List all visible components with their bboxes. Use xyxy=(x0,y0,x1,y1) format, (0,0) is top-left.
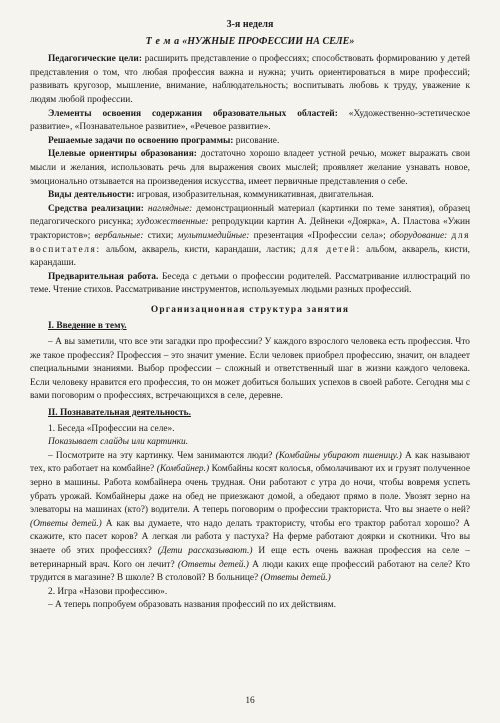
topic-line xyxy=(30,35,470,49)
means-verbal-text: стихи; xyxy=(143,230,174,241)
means-verbal-label: вербальные: xyxy=(94,230,144,241)
dialog-text: Комбайны косят колосья, обмолачивают их и грузят полученное зерно в машины. Работа комбайнера очень трудная. Они работают с утра до ночи, чтобы вовремя успеть убрать урожай. Комбайнеры даже на обед не приезжают домой, а обедают прямо в поле. Увозят зерно на элеваторы на машинах (кто?) водители. А теперь поговорим о профессии тракториста. Что вы знаете о ней? xyxy=(30,464,470,516)
means-visual-text: демонстрационный материал (картинки по теме занятия), образец педагогического рисунка; xyxy=(30,203,471,228)
targets-text: достаточно хорошо владеет устной речью, может выражать свои мысли и желания, использовать речь для выражения своих мыслей; проявляет желание узнавать новое, эмоционально отзывается на произведения искусства, имеет первичные представления о себе. xyxy=(30,149,471,187)
means-children-text: альбом, акварель, кисти, карандаши. xyxy=(30,244,470,269)
topic-title: «НУЖНЫЕ ПРОФЕССИИ НА СЕЛЕ» xyxy=(182,35,355,47)
dialog-text: А как называют тех, кто работает на комбайне? xyxy=(30,450,470,475)
goals-paragraph xyxy=(30,53,470,107)
means-multimedia-text: презентация «Профессии села»; xyxy=(249,230,386,241)
elements-paragraph xyxy=(30,108,470,135)
means-teacher-text: альбом, акварель, кисти, карандаши, ластик; xyxy=(100,244,296,255)
dialog-answer: (Ответы детей.) xyxy=(30,518,102,529)
part1-heading: I. Введение в тему. xyxy=(48,321,127,332)
dialog-answer: (Комбайны убирают пшеницу.) xyxy=(275,450,402,461)
dialog-text: А как вы думаете, что надо делать трактористу, чтобы его трактор работал хорошо? А скажите, кто пасет коров? А легкая ли работа у пастуха? На ферме работают доярки и скотники. Что вы знаете об этих профессиях? xyxy=(30,518,470,556)
means-teacher-label: для воспитателя: xyxy=(30,230,471,255)
part1-text: – А вы заметили, что все эти загадки про профессии? У каждого взрослого человека есть профессия. Что же такое профессия? Профессия – это значит умение. Если человек приобрел профессию, значит, он владеет специальными знаниями. Выбор профессии – сложный и ответственный шаг в жизни каждого человека. Если человеку нравится его профессия, то он может добиться больших успехов в своей работе. Сегодня мы с вами поговорим о профессиях, встречающихся в селе, деревне. xyxy=(30,337,470,402)
structure-heading: Организационная структура занятия xyxy=(150,304,350,315)
topic-label: Т е м а xyxy=(145,35,180,47)
tasks-label: Решаемые задачи по освоению программы: xyxy=(48,135,234,146)
means-visual-label: наглядные: xyxy=(147,203,193,214)
tasks-paragraph xyxy=(30,135,470,149)
prep-label: Предварительная работа. xyxy=(48,271,159,282)
tasks-text: рисование. xyxy=(233,135,280,146)
part2-show-note: Показывает слайды или картинки. xyxy=(48,437,189,448)
dialog-text: А люди каких еще профессий работают на селе? Кто трудится в магазине? В школе? В столовой? В больнице? xyxy=(30,559,470,584)
dialog-answer: (Дети рассказывают.) xyxy=(157,545,253,556)
means-label: Средства реализации: xyxy=(48,203,144,214)
dialog-text: – Посмотрите на эту картинку. Чем занимаются люди? xyxy=(48,450,276,461)
elements-text: «Художественно-эстетическое развитие», «Познавательное развитие», «Речевое развитие». xyxy=(30,108,470,133)
means-equipment-label: оборудование: xyxy=(389,230,448,241)
part2-dialog xyxy=(30,450,470,586)
goals-label: Педагогические цели: xyxy=(48,54,142,65)
goals-text: расширить представление о профессиях; способствовать формированию у детей представления о том, что любая профессия важна и нужна; учить ориентироваться в мире профессий; развивать кругозор, мышление, внимание, наблюдательность; воспитывать любовь к труду, уважение к людям любой профессии. xyxy=(30,54,470,105)
means-art-text: репродукции картин А. Дейнеки «Доярка», А. Пластова «Ужин трактористов»; xyxy=(30,217,471,241)
prep-paragraph xyxy=(30,271,470,298)
part2-item2-text: – А теперь попробуем образовать названия профессий по их действиям. xyxy=(48,600,336,611)
document-page xyxy=(30,18,470,708)
activities-label: Виды деятельности: xyxy=(48,190,135,201)
targets-paragraph xyxy=(30,148,470,189)
means-children-label: для детей: xyxy=(300,244,361,255)
page-number: 16 xyxy=(245,696,255,706)
week-label: 3-я неделя xyxy=(226,19,274,30)
means-multimedia-label: мультимедийные: xyxy=(177,230,250,241)
dialog-answer: (Ответы детей.) xyxy=(260,573,331,584)
dialog-answer: (Ответы детей.) xyxy=(177,559,249,570)
prep-text: Беседа с детьми о профессии родителей. Рассматривание иллюстраций по теме. Чтение стихов. Рассматривание инструментов, используемых людьми разных профессий. xyxy=(30,271,470,296)
activities-text: игровая, изобразительная, коммуникативная, двигательная. xyxy=(134,190,374,201)
part2-item1: 1. Беседа «Профессии на селе». xyxy=(48,423,175,434)
part2-item2: 2. Игра «Назови профессию». xyxy=(48,586,168,597)
means-art-label: художественные: xyxy=(136,217,209,228)
dialog-answer: (Комбайнер.) xyxy=(156,464,210,475)
means-paragraph xyxy=(30,203,470,271)
targets-label: Целевые ориентиры образования: xyxy=(48,149,197,160)
dialog-text: И еще есть очень важная профессия на селе – ветеринарный врач. Кого он лечит? xyxy=(30,545,470,570)
part2-heading: II. Познавательная деятельность. xyxy=(48,408,191,419)
elements-label: Элементы освоения содержания образовательных областей: xyxy=(48,108,338,119)
activities-paragraph xyxy=(30,189,470,203)
